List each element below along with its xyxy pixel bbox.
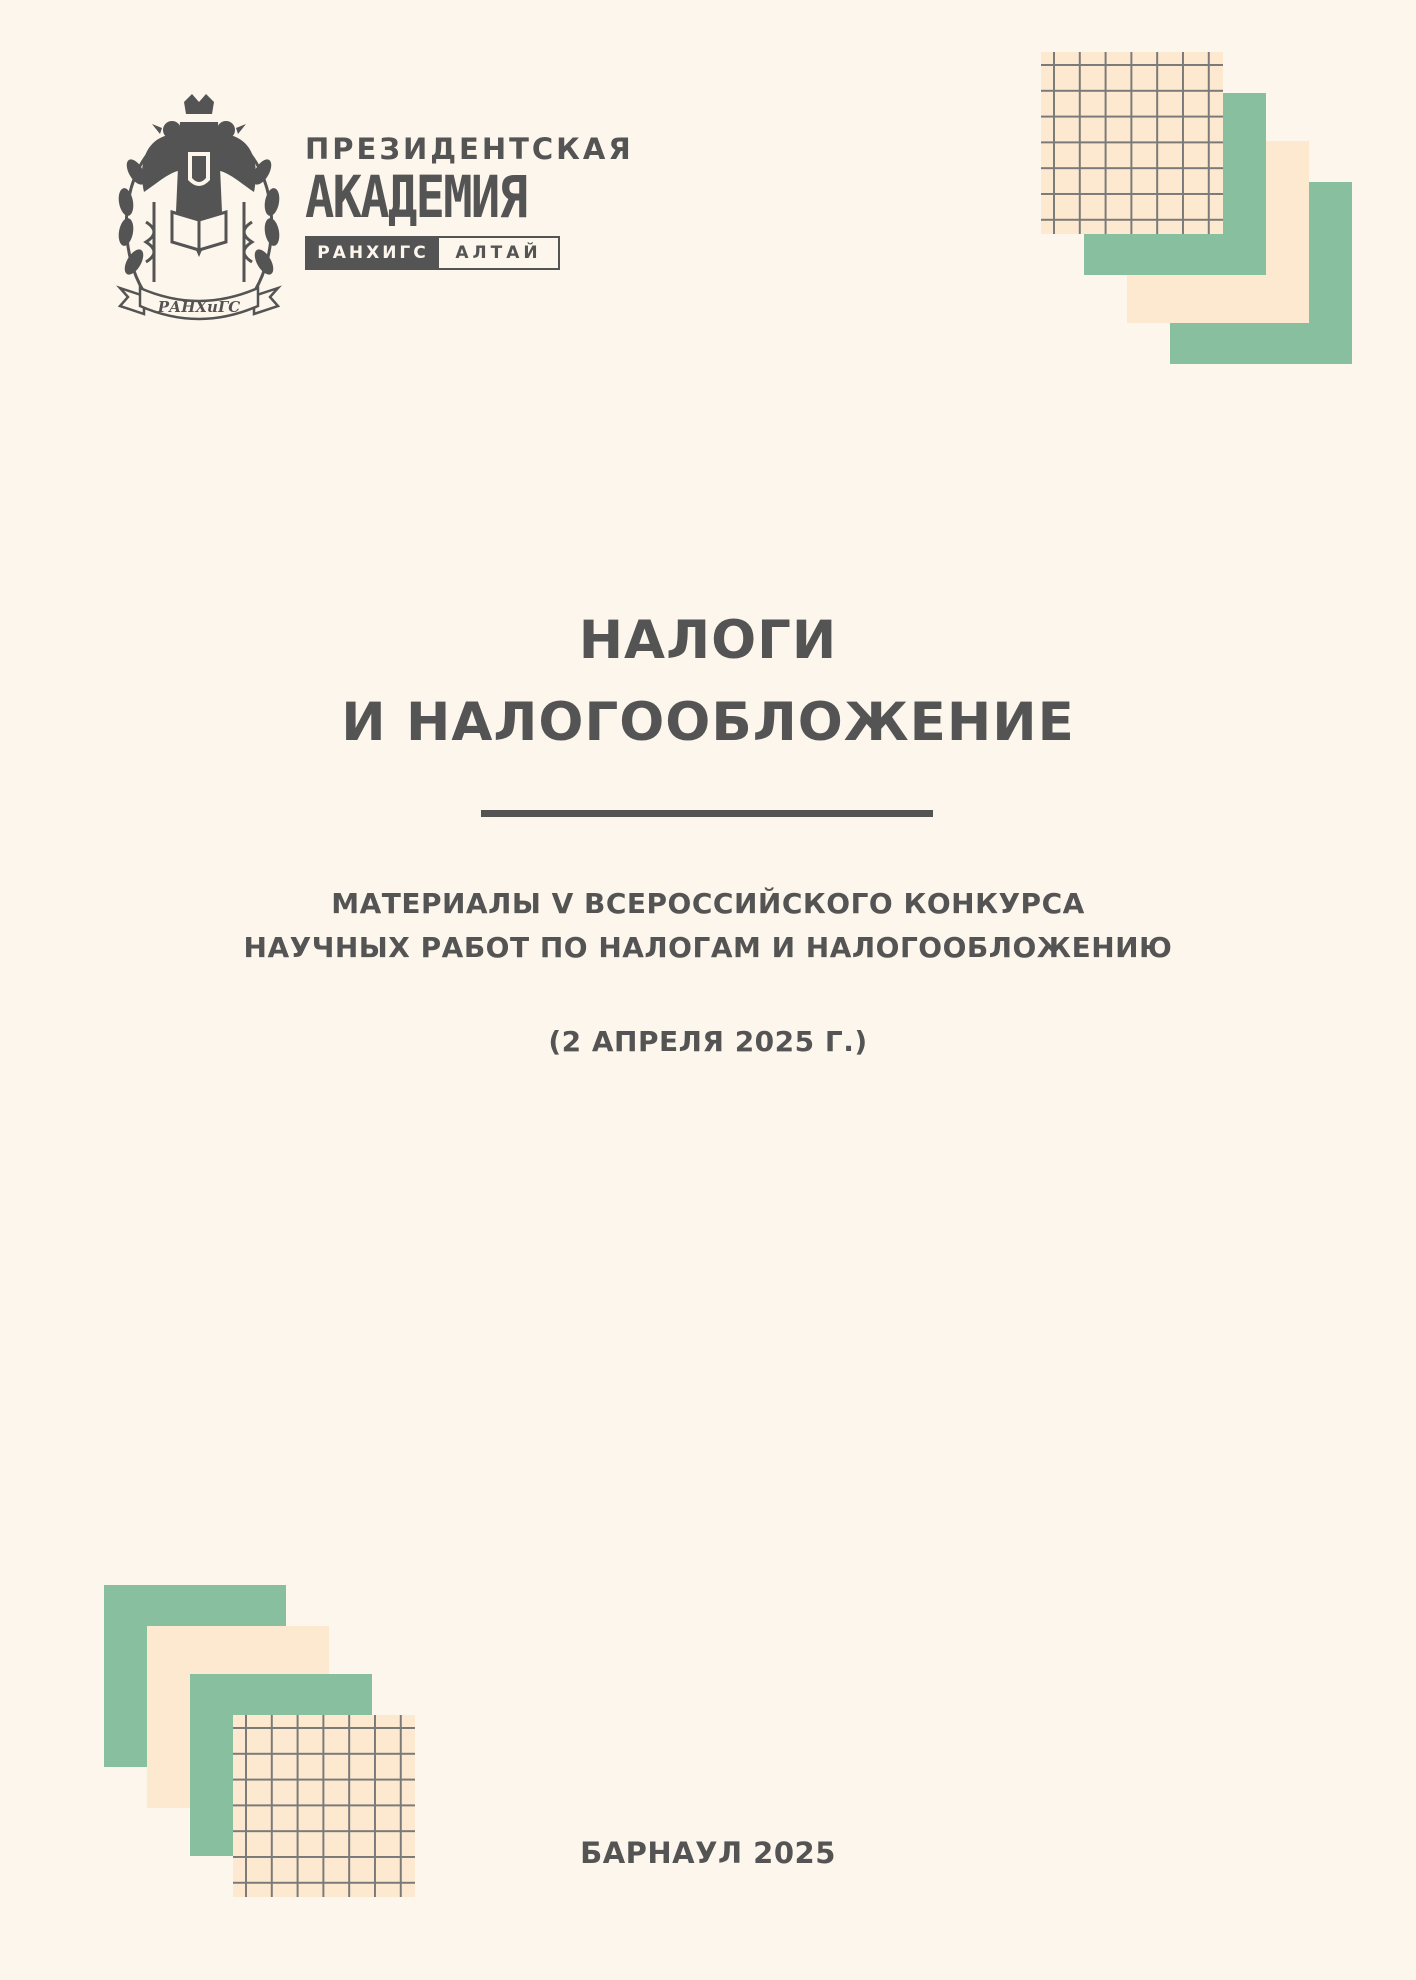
title-line2: И НАЛОГООБЛОЖЕНИЕ <box>341 692 1075 753</box>
conference-date: (2 АПРЕЛЯ 2025 Г.) <box>548 1025 868 1058</box>
deco-square-grid <box>1041 52 1223 234</box>
city-year-footer: БАРНАУЛ 2025 <box>580 1836 836 1870</box>
subtitle-line2: НАУЧНЫХ РАБОТ ПО НАЛОГАМ И НАЛОГООБЛОЖЕНИЮ <box>243 931 1173 964</box>
logo-line2: АКАДЕМИЯ <box>305 163 527 231</box>
eagle-emblem-icon <box>114 92 284 324</box>
emblem-ribbon-text: РАНХиГС <box>157 298 241 316</box>
document-title <box>0 600 1416 764</box>
subtitle-line1: МАТЕРИАЛЫ V ВСЕРОССИЙСКОГО КОНКУРСА <box>331 887 1085 920</box>
logo-badge-altai: АЛТАЙ <box>455 243 542 263</box>
title-divider <box>481 810 933 817</box>
logo-badge-ranepa: РАНХИГС <box>307 238 439 268</box>
logo-line1: ПРЕЗИДЕНТСКАЯ <box>305 132 634 166</box>
logo-badge <box>305 236 560 270</box>
document-subtitle <box>0 882 1416 970</box>
academy-logo <box>305 132 634 270</box>
title-line1: НАЛОГИ <box>578 610 838 671</box>
